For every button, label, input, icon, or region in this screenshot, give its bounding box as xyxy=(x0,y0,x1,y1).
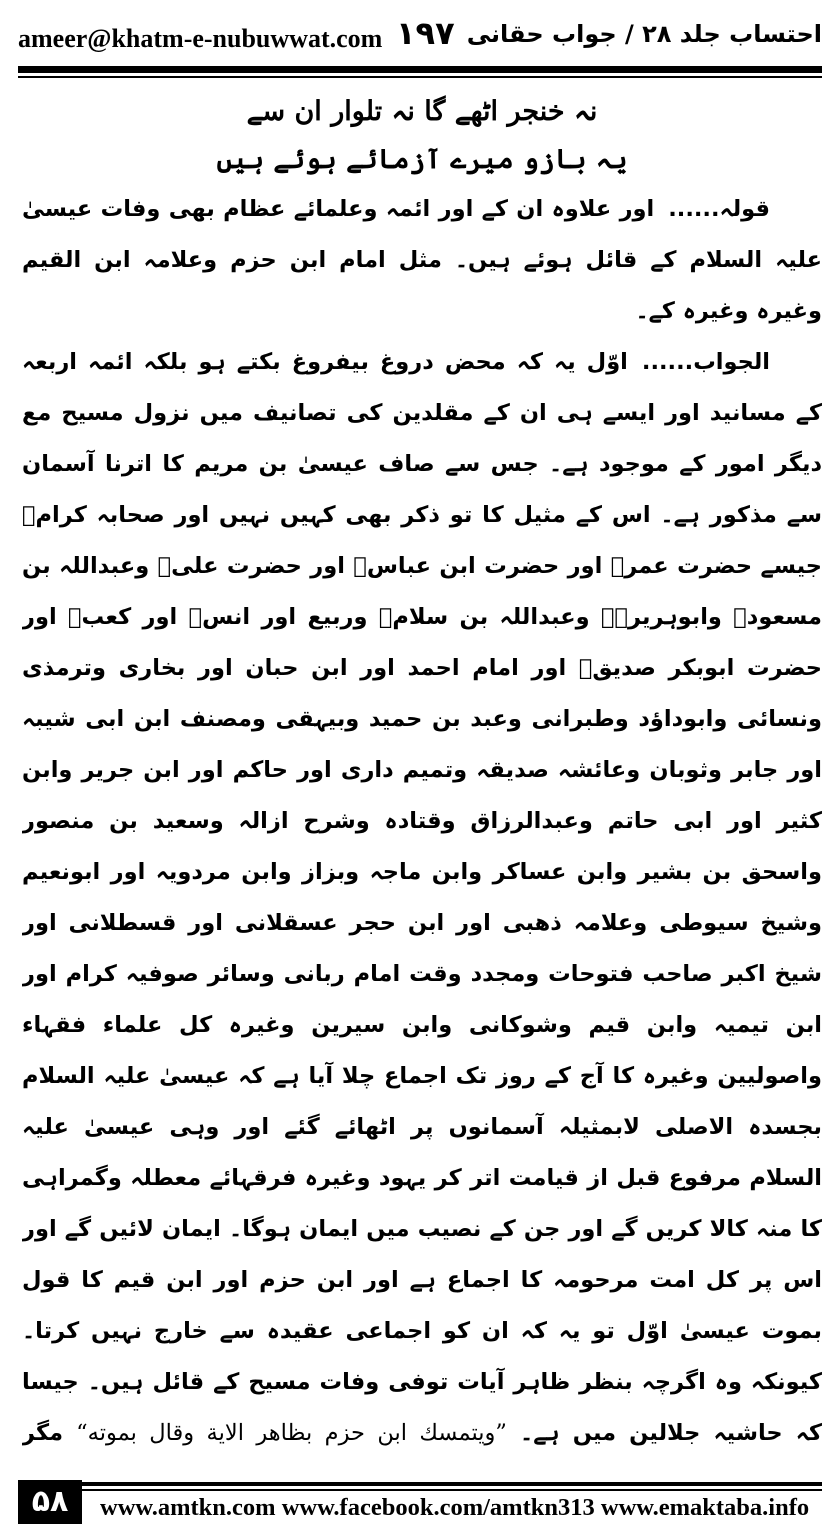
page-body xyxy=(22,88,822,1468)
jawab-arabic-quote-1: ”ویتمسك ابن حزم بظاهر الاية وقال بموته“ xyxy=(76,1420,507,1446)
footer-page-number: ۵۸ xyxy=(18,1480,82,1524)
header-rule-thick xyxy=(18,66,822,73)
header-book-title: احتساب جلد ۲۸ / جواب حقانی xyxy=(466,20,822,48)
qawl-text: اور علاوہ ان کے اور ائمہ وعلمائے عظام بھی وفات عیسیٰ علیہ السلام کے قائل ہوئے ہیں۔ مثل امام ابن حزم وعلامہ ابن القیم وغیرہ وغیرہ کے۔ xyxy=(22,196,822,324)
footer-links: www.amtkn.com www.facebook.com/amtkn313 www.emaktaba.info xyxy=(100,1494,810,1521)
page-footer xyxy=(18,1480,822,1536)
jawab-text-2: مگر xyxy=(22,1420,64,1446)
jawab-text-1: اوّل یہ کہ محض دروغ بیفروغ بکتے ہو بلکہ ائمہ اربعہ کے مسانید اور ایسے ہی ان کے مقلدین کی تصانیف میں نزول مسیح مع دیگر امور کے موجود ہے۔ جس سے صاف عیسیٰ بن مریم کا اترنا آسمان سے مذکور ہے۔ اس کے مثیل کا تو ذکر بھی کہیں نہیں اور صحابہ کرامؓ جیسے حضرت عمرؓ اور حضرت ابن عباسؓ اور حضرت علیؓ وعبداللہ بن مسعودؓ وابوہریرہؓ وعبداللہ بن سلامؓ وربیع اور انسؓ اور کعبؓ اور حضرت ابوبکر صدیقؓ اور امام احمد اور ابن حبان اور بخاری وترمذی ونسائی وابوداؤد وطبرانی وعبد بن حمید وبیہقی ومصنف ابن ابی شیبہ اور جابر وثوبان وعائشہ صدیقہ وتمیم داری اور حاکم اور ابن جریر وابن کثیر اور ابی حاتم وعبدالرزاق وقتادہ وشرح ازالہ وسعید بن منصور واسحق بن بشیر وابن عساکر وابن ماجہ وبزاز وابن مردویہ اور ابونعیم وشیخ سیوطی وعلامہ ذھبی اور ابن حجر عسقلانی اور قسطلانی اور شیخ اکبر صاحب فتوحات ومجدد وقت امام ربانی وسائر صوفیہ کرام اور ابن تیمیہ وابن قیم وشوکانی وابن سیرین وغیرہ کل علماء فقہاء واصولیین وغیرہ کا آج کے روز تک اجماع چلا آیا ہے کہ عیسیٰ علیہ السلام بجسدہ الاصلی لابمثیلہ آسمانوں پر اٹھائے گئے اور وہی عیسیٰ علیہ السلام مرفوع قبل از قیامت اتر کر یہود وغیرہ فرقہائے معطلہ وگمراہی کا منہ کالا کریں گے اور جن کے نصیب میں ایمان ہوگا۔ ایمان لائیں گے اور اس پر کل امت مرحومہ کا اجماع ہے اور ابن حزم اور ابن قیم کا قول بموت عیسیٰ اوّل تو یہ کہ ان کو اجماعی عقیدہ سے خارج نہیں کرتا۔ کیونکہ وہ اگرچہ بنظر ظاہر آیات توفی وفات مسیح کے قائل ہیں۔ جیسا کہ حاشیہ جلالین میں ہے۔ xyxy=(22,349,822,1446)
qawl-label: قولہ...... xyxy=(668,196,770,222)
header-page-number: ۱۹۷ xyxy=(396,14,455,52)
poem-line-1: نہ خنجر اٹھے گا نہ تلوار ان سے xyxy=(246,96,598,127)
page-header xyxy=(18,8,822,68)
header-email: ameer@khatm-e-nubuwwat.com xyxy=(18,24,383,53)
header-rule-thin xyxy=(18,76,822,78)
poem-line-2: یہ بازو میرے آزمائے ہوئے ہیں xyxy=(216,144,628,175)
qawl-paragraph xyxy=(22,184,822,337)
footer-rule-thin xyxy=(82,1489,822,1491)
footer-rule-thick xyxy=(82,1482,822,1486)
jawab-paragraph xyxy=(22,337,822,1468)
jawab-label: الجواب...... xyxy=(641,349,770,375)
